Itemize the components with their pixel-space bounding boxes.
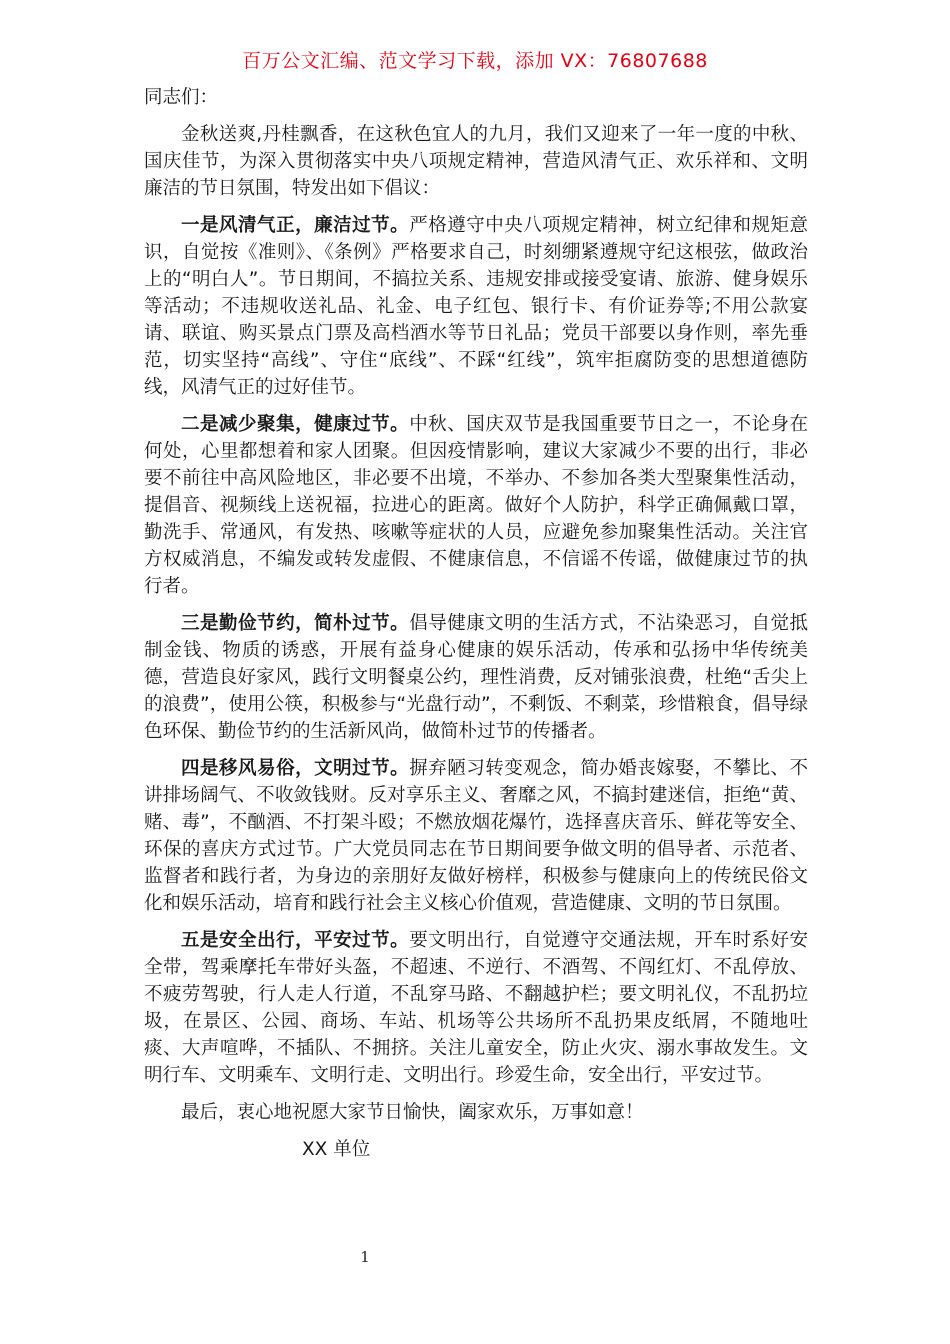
item-lead: 一是风清气正，廉洁过节。 xyxy=(181,215,410,236)
item-lead: 二是减少聚集，健康过节。 xyxy=(181,414,410,435)
item-lead: 四是移风易俗，文明过节。 xyxy=(181,758,410,779)
item-body: 中秋、国庆双节是我国重要节日之一，不论身在何处，心里都想着和家人团聚。但因疫情影响，建议大家减少不要的出行，非必要不前往中高风险地区，非必要不出境，不举办、不参加各类大型聚集性活动，提倡音、视频线上送祝福，拉进心的距离。做好个人防护，科学正确佩戴口罩，勤洗手、常通风，有发热、咳嗽等症状的人员，应避免参加聚集性活动。关注官方权威消息，不编发或转发虚假、不健康信息，不信谣不传谣，做健康过节的执行者。 xyxy=(144,414,808,597)
letter-body xyxy=(144,84,808,1163)
item-body: 倡导健康文明的生活方式，不沾染恶习，自觉抵制金钱、物质的诱惑，开展有益身心健康的娱乐活动，传承和弘扬中华传统美德，营造良好家风，践行文明餐桌公约，理性消费，反对铺张浪费，杜绝“舌尖上的浪费”，使用公筷，积极参与“光盘行动”，不剩饭、不剩菜，珍惜粮食，倡导绿色环保、勤俭节约的生活新风尚，做简朴过节的传播者。 xyxy=(144,613,808,742)
greeting: 同志们： xyxy=(144,87,219,108)
item-body: 摒弃陋习转变观念，简办婚丧嫁娶，不攀比、不讲排场阔气、不收敛钱财。反对享乐主义、奢靡之风，不搞封建迷信，拒绝“黄、赌、毒”，不酗酒、不打架斗殴；不燃放烟花爆竹，选择喜庆音乐、鲜花等安全、环保的喜庆方式过节。广大党员同志在节日期间要争做文明的倡导者、示范者、监督者和践行者，为身边的亲朋好友做好榜样，积极参与健康向上的传统民俗文化和娱乐活动，培育和践行社会主义核心价值观，营造健康、文明的节日氛围。 xyxy=(144,758,808,914)
item-paragraph-2 xyxy=(144,411,808,600)
intro-paragraph: 金秋送爽,丹桂飘香，在这秋色宜人的九月，我们又迎来了一年一度的中秋、国庆佳节，为深入贯彻落实中央八项规定精神，营造风清气正、欢乐祥和、文明廉洁的节日氛围，特发出如下倡议： xyxy=(144,124,808,199)
header-banner: 百万公文汇编、范文学习下载，添加 VX：76807688 xyxy=(242,50,708,72)
signature: XX 单位 xyxy=(302,1139,371,1160)
item-lead: 三是勤俭节约，简朴过节。 xyxy=(181,613,410,634)
item-body: 要文明出行，自觉遵守交通法规，开车时系好安全带，驾乘摩托车带好头盔，不超速、不逆行、不酒驾、不闯红灯、不乱停放、不疲劳驾驶，行人走人行道，不乱穿马路、不翻越护栏；要文明礼仪，不乱扔垃圾，在景区、公园、商场、车站、机场等公共场所不乱扔果皮纸屑，不随地吐痰、大声喧哗，不插队、不拥挤。关注儿童安全，防止火灾、溺水事故发生。文明行车、文明乘车、文明行走、文明出行。珍爱生命，安全出行，平安过节。 xyxy=(144,930,808,1086)
item-paragraph-1 xyxy=(144,212,808,401)
item-lead: 五是安全出行，平安过节。 xyxy=(181,930,410,951)
page-number: 1 xyxy=(360,1248,370,1266)
item-body: 严格遵守中央八项规定精神，树立纪律和规矩意识，自觉按《准则》、《条例》严格要求自己，时刻绷紧遵规守纪这根弦，做政治上的“明白人”。节日期间，不搞拉关系、违规安排或接受宴请、旅游、健身娱乐等活动；不违规收送礼品、礼金、电子红包、银行卡、有价证券等;不用公款宴请、联谊、购买景点门票及高档酒水等节日礼品；党员干部要以身作则，率先垂范，切实坚持“高线”、守住“底线”、不踩“红线”，筑牢拒腐防变的思想道德防线，风清气正的过好佳节。 xyxy=(144,215,808,398)
item-paragraph-5 xyxy=(144,927,808,1089)
item-paragraph-4 xyxy=(144,755,808,917)
item-paragraph-3 xyxy=(144,610,808,745)
closing-paragraph: 最后，衷心地祝愿大家节日愉快，阖家欢乐，万事如意！ xyxy=(181,1102,644,1123)
